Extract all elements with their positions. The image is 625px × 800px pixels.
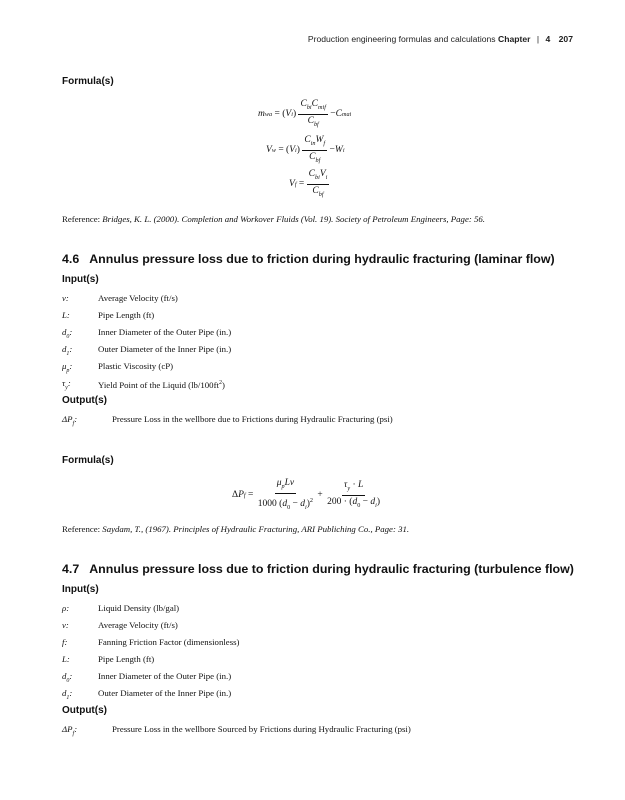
list-item: L: Pipe Length (ft) — [62, 653, 155, 664]
input-heading-4-6: Input(s) — [62, 274, 99, 285]
list-item: ρ: Liquid Density (lb/gal) — [62, 603, 180, 613]
list-item: f: Fanning Friction Factor (dimensionless) — [62, 636, 240, 647]
reference-top — [62, 214, 573, 224]
chapter-label: Chapter — [497, 34, 531, 44]
formula-heading-top: Formula(s) — [62, 76, 114, 87]
header-separator: | — [536, 34, 540, 44]
output-item-4-7: $\Delta P_f$: Pressure Loss in the wellbore Sourced by Frictions during Hydraulic Fracturing (psi) — [62, 724, 411, 737]
equation-laminar-pressure-loss: Δ P f = $\frac{\mu_pLv}{1000 (d_0 - d_i)^2}$ + $\frac{\tau_y \cdot L}{200 \cdot (d_0 - d_i)}$ — [232, 478, 381, 511]
list-item: $d_0$: Inner Diameter of the Outer Pipe (in.) — [62, 326, 232, 340]
equation-final-volume: V f = $\frac{C_{bi}V_i}{C_{bf}}$ — [289, 169, 328, 198]
equation-water-volume: V w = ( V i ) $\frac{C_{in}W_f}{C_{bf}}$ − W i — [266, 135, 345, 164]
chapter-number: 4 — [545, 34, 551, 44]
reference-citation: Saydam, T., (1967). Principles of Hydraulic Fracturing, ARI Publiching Co., Page: 31. — [102, 524, 410, 534]
section-number: 4.6 — [62, 252, 80, 266]
running-header — [308, 34, 573, 44]
list-item: $\mu_p$: Plastic Viscosity (cP) — [62, 360, 174, 374]
input-list-4-6 — [62, 292, 573, 394]
list-item: $d_1$: Outer Diameter of the Inner Pipe (in.) — [62, 687, 232, 701]
page-number: 207 — [558, 34, 573, 44]
formula-heading-4-6: Formula(s) — [62, 455, 114, 466]
section-title-text: Annulus pressure loss due to friction during hydraulic fracturing (turbulence flow) — [89, 562, 574, 576]
list-item: $d_1$: Outer Diameter of the Inner Pipe (in.) — [62, 343, 232, 357]
list-item: v: Average Velocity (ft/s) — [62, 293, 178, 303]
input-list-4-7 — [62, 602, 573, 704]
reference-4-6 — [62, 524, 573, 534]
reference-label: Reference: — [62, 214, 101, 224]
section-title-text: Annulus pressure loss due to friction during hydraulic fracturing (laminar flow) — [89, 252, 555, 266]
output-heading-4-7: Output(s) — [62, 705, 107, 716]
running-title: Production engineering formulas and calculations — [307, 34, 496, 44]
input-heading-4-7: Input(s) — [62, 584, 99, 595]
list-item: v: Average Velocity (ft/s) — [62, 619, 178, 630]
list-item: $\tau_y$: Yield Point of the Liquid $(lb/100ft^2)$ — [62, 377, 225, 391]
output-item-4-6: $\Delta P_f$: Pressure Loss in the wellbore due to Frictions during Hydraulic Fracturing (psi) — [62, 414, 393, 427]
section-title-4-6 — [62, 252, 573, 266]
reference-citation: Bridges, K. L. (2000). Completion and Workover Fluids (Vol. 19). Society of Petroleum Engineers, Page: 56. — [102, 214, 485, 224]
section-number: 4.7 — [62, 562, 80, 576]
output-heading-4-6: Output(s) — [62, 395, 107, 406]
list-item: L: Pipe Length (ft) — [62, 309, 155, 320]
list-item: $d_0$: Inner Diameter of the Outer Pipe (in.) — [62, 670, 232, 684]
section-title-4-7 — [62, 562, 573, 576]
equation-mass-weight: m wa = ( V i ) $\frac{C_{bi}C_{mif}}{C_{bf}}$ − C mai — [258, 99, 352, 128]
reference-label: Reference: — [62, 524, 101, 534]
